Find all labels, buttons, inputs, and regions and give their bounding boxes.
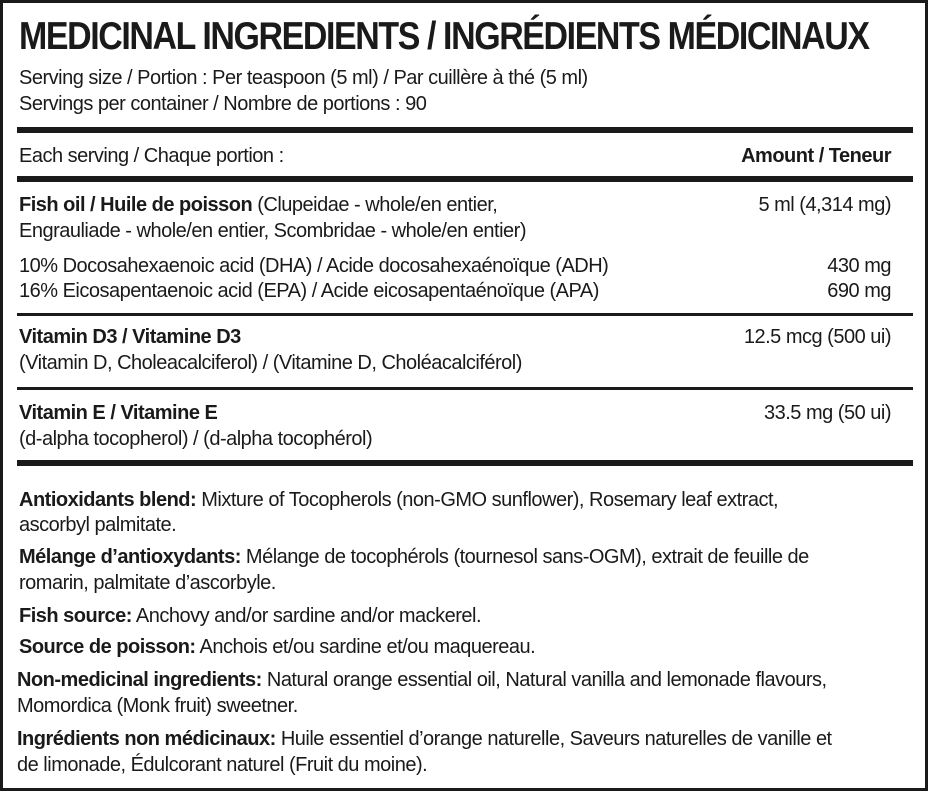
fish-oil-desc-line2: Engrauliade - whole/en entier, Scombridae - whole/en entier) <box>19 220 526 242</box>
note-text: Anchovy and/or sardine and/or mackerel. <box>131 605 482 627</box>
fish-oil-amount: 5 ml (4,314 mg) <box>758 194 891 216</box>
note-text: Huile essentiel d’orange naturelle, Saveurs naturelles de vanille et <box>275 728 832 750</box>
vitamin-e-name: Vitamin E / Vitamine E <box>19 402 218 424</box>
note-label: Mélange d’antioxydants: <box>19 546 241 568</box>
non-medicinal-en <box>17 668 827 692</box>
page-title: MEDICINAL INGREDIENTS / INGRÉDIENTS MÉDICINAUX <box>19 15 869 58</box>
header-amount: Amount / Teneur <box>741 145 891 167</box>
divider-thin <box>17 313 913 316</box>
vitamin-d3-desc: (Vitamin D, Choleacalciferol) / (Vitamine D, Choléacalciférol) <box>19 352 522 374</box>
fish-source-fr <box>19 635 535 659</box>
note-text-line2: romarin, palmitate d’ascorbyle. <box>19 572 276 594</box>
note-label: Ingrédients non médicinaux: <box>17 728 276 750</box>
epa-label: 16% Eicosapentaenoic acid (EPA) / Acide eicosapentaénoïque (APA) <box>19 280 599 302</box>
fish-oil-name: Fish oil / Huile de poisson <box>19 194 253 216</box>
divider-thick <box>17 127 913 133</box>
serving-size: Serving size / Portion : Per teaspoon (5 ml) / Par cuillère à thé (5 ml) <box>19 67 588 89</box>
note-label: Non-medicinal ingredients: <box>17 669 262 691</box>
fish-source-en <box>19 604 481 628</box>
note-text: Anchois et/ou sardine et/ou maquereau. <box>195 636 536 658</box>
note-text-line2: de limonade, Édulcorant naturel (Fruit du moine). <box>17 754 428 776</box>
note-text-line2: ascorbyl palmitate. <box>19 514 177 536</box>
vitamin-d3-name: Vitamin D3 / Vitamine D3 <box>19 326 241 348</box>
dha-amount: 430 mg <box>827 255 891 277</box>
epa-amount: 690 mg <box>827 280 891 302</box>
antioxidants-blend-fr <box>19 545 809 569</box>
divider-thin <box>17 387 913 390</box>
divider-thick <box>17 460 913 466</box>
note-text: Natural orange essential oil, Natural vanilla and lemonade flavours, <box>261 669 827 691</box>
non-medicinal-fr <box>17 727 832 751</box>
dha-label: 10% Docosahexaenoic acid (DHA) / Acide docosahexaénoïque (ADH) <box>19 255 609 277</box>
note-text-line2: Momordica (Monk fruit) sweetner. <box>17 695 298 717</box>
divider-thick <box>17 176 913 182</box>
antioxidants-blend-en <box>19 488 778 512</box>
note-text: Mixture of Tocopherols (non-GMO sunflower), Rosemary leaf extract, <box>196 489 779 511</box>
note-label: Antioxidants blend: <box>19 489 197 511</box>
servings-per-container: Servings per container / Nombre de portions : 90 <box>19 93 427 115</box>
fish-oil-desc: (Clupeidae - whole/en entier, <box>252 194 498 216</box>
header-each-serving: Each serving / Chaque portion : <box>19 145 284 167</box>
fish-oil-row <box>19 193 497 217</box>
vitamin-e-amount: 33.5 mg (50 ui) <box>763 402 891 424</box>
note-text: Mélange de tocophérols (tournesol sans-OGM), extrait de feuille de <box>240 546 809 568</box>
vitamin-d3-amount: 12.5 mcg (500 ui) <box>743 326 891 348</box>
vitamin-e-desc: (d-alpha tocopherol) / (d-alpha tocophérol) <box>19 428 373 450</box>
note-label: Fish source: <box>19 605 132 627</box>
note-label: Source de poisson: <box>19 636 196 658</box>
